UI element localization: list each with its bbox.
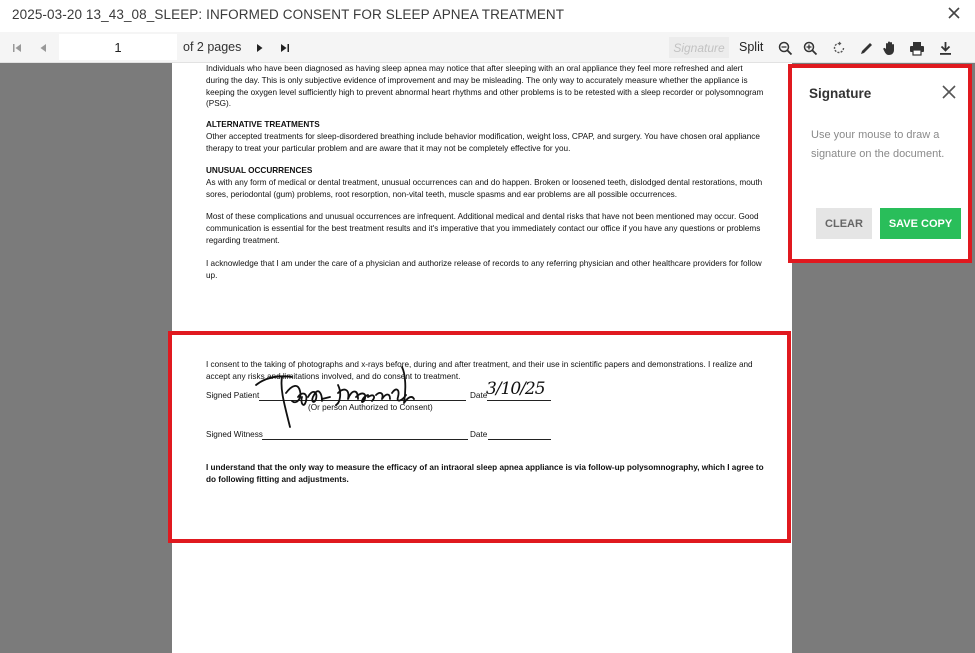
print-icon[interactable]: [907, 38, 927, 58]
intro-paragraph: Individuals who have been diagnosed as having sleep apnea may notice that after sleeping with an oral appliance they feel more refreshed and alert during the day. This is only subjective evidence of improvement and may be misleading. The only way to accurately measure whether the appliance is keeping the oxygen level sufficiently high to prevent abnormal heart rhythms and other problems is to be retested with a sleep recorder or polysomnogram (PSG).: [206, 64, 764, 109]
hand-icon[interactable]: [880, 38, 900, 58]
close-icon[interactable]: [942, 85, 956, 99]
signature-hint: Use your mouse to draw a signature on the document.: [811, 129, 945, 160]
rotate-icon[interactable]: [830, 38, 848, 58]
close-icon[interactable]: [947, 6, 961, 22]
signed-witness-label: Signed Witness: [206, 430, 263, 439]
signature-panel: [788, 64, 972, 263]
clear-button[interactable]: CLEAR: [816, 208, 872, 239]
consent-paragraph: I consent to the taking of photographs and x-rays before, during and after treatment, and their use in scientific papers and demonstrations. I realize and accept any risks and limitations involved, and do consent to treatment.: [206, 360, 753, 381]
last-page-icon[interactable]: [278, 38, 292, 58]
witness-date-line: [488, 439, 551, 440]
handwritten-signature: [252, 363, 442, 433]
pen-icon[interactable]: [856, 38, 876, 58]
alternative-treatments-text: Other accepted treatments for sleep-disordered breathing include behavior modification, weight loss, CPAP, and surgery. You have chosen oral appliance therapy to treat your particular problem and are aware that it may not be completely effective for you.: [206, 132, 760, 153]
zoom-out-icon[interactable]: [776, 38, 794, 58]
patient-date-label: Date: [470, 391, 488, 400]
document-page-2: [172, 333, 792, 653]
witness-date-label: Date: [470, 430, 488, 439]
split-button[interactable]: Split: [739, 40, 764, 54]
handwritten-date: 3/10/25: [486, 379, 545, 399]
signature-button[interactable]: Signature: [669, 37, 729, 58]
prev-page-icon[interactable]: [36, 38, 50, 58]
signature-panel-title: Signature: [809, 86, 872, 101]
witness-signature-line: [262, 439, 468, 440]
efficacy-paragraph: I understand that the only way to measure the efficacy of an intraoral sleep apnea appliance is via follow-up polysomnography, which I agree to do following fitting and adjustments.: [206, 463, 764, 484]
alternative-treatments-heading: ALTERNATIVE TREATMENTS: [206, 120, 320, 129]
viewer-toolbar: [0, 32, 975, 63]
download-icon[interactable]: [935, 38, 955, 58]
unusual-occurrences-text: As with any form of medical or dental treatment, unusual occurrences can and do happen. Broken or loosened teeth, dislodged dental restorations, mouth sores, periodontal (gum) problems, root resorption, non-vital teeth, muscle spasms and ear problems are all possible occurrences.: [206, 178, 763, 199]
next-page-icon[interactable]: [253, 38, 267, 58]
authorized-label: (Or person Authorized to Consent): [308, 403, 433, 412]
zoom-in-icon[interactable]: [801, 38, 819, 58]
save-copy-button[interactable]: SAVE COPY: [880, 208, 961, 239]
acknowledge-paragraph: I acknowledge that I am under the care of a physician and authorize release of records to any referring physician and other healthcare providers for follow up.: [206, 259, 762, 280]
page-count: of 2 pages: [183, 40, 242, 54]
document-title: 2025-03-20 13_43_08_SLEEP: INFORMED CONSENT FOR SLEEP APNEA TREATMENT: [12, 7, 565, 22]
first-page-icon[interactable]: [10, 38, 24, 58]
complications-paragraph: Most of these complications and unusual occurrences are infrequent. Additional medical and dental risks that have not been mentioned may occur. Good communication is essential for the best treatment results and it's imperative that you immediately contact our office if you have any questions or problems regarding treatment.: [206, 212, 761, 245]
unusual-occurrences-heading: UNUSUAL OCCURRENCES: [206, 166, 313, 175]
page-number-input[interactable]: [59, 34, 177, 60]
signed-patient-label: Signed Patient: [206, 391, 260, 400]
title-bar: [0, 0, 975, 32]
patient-date-line: [487, 400, 551, 401]
